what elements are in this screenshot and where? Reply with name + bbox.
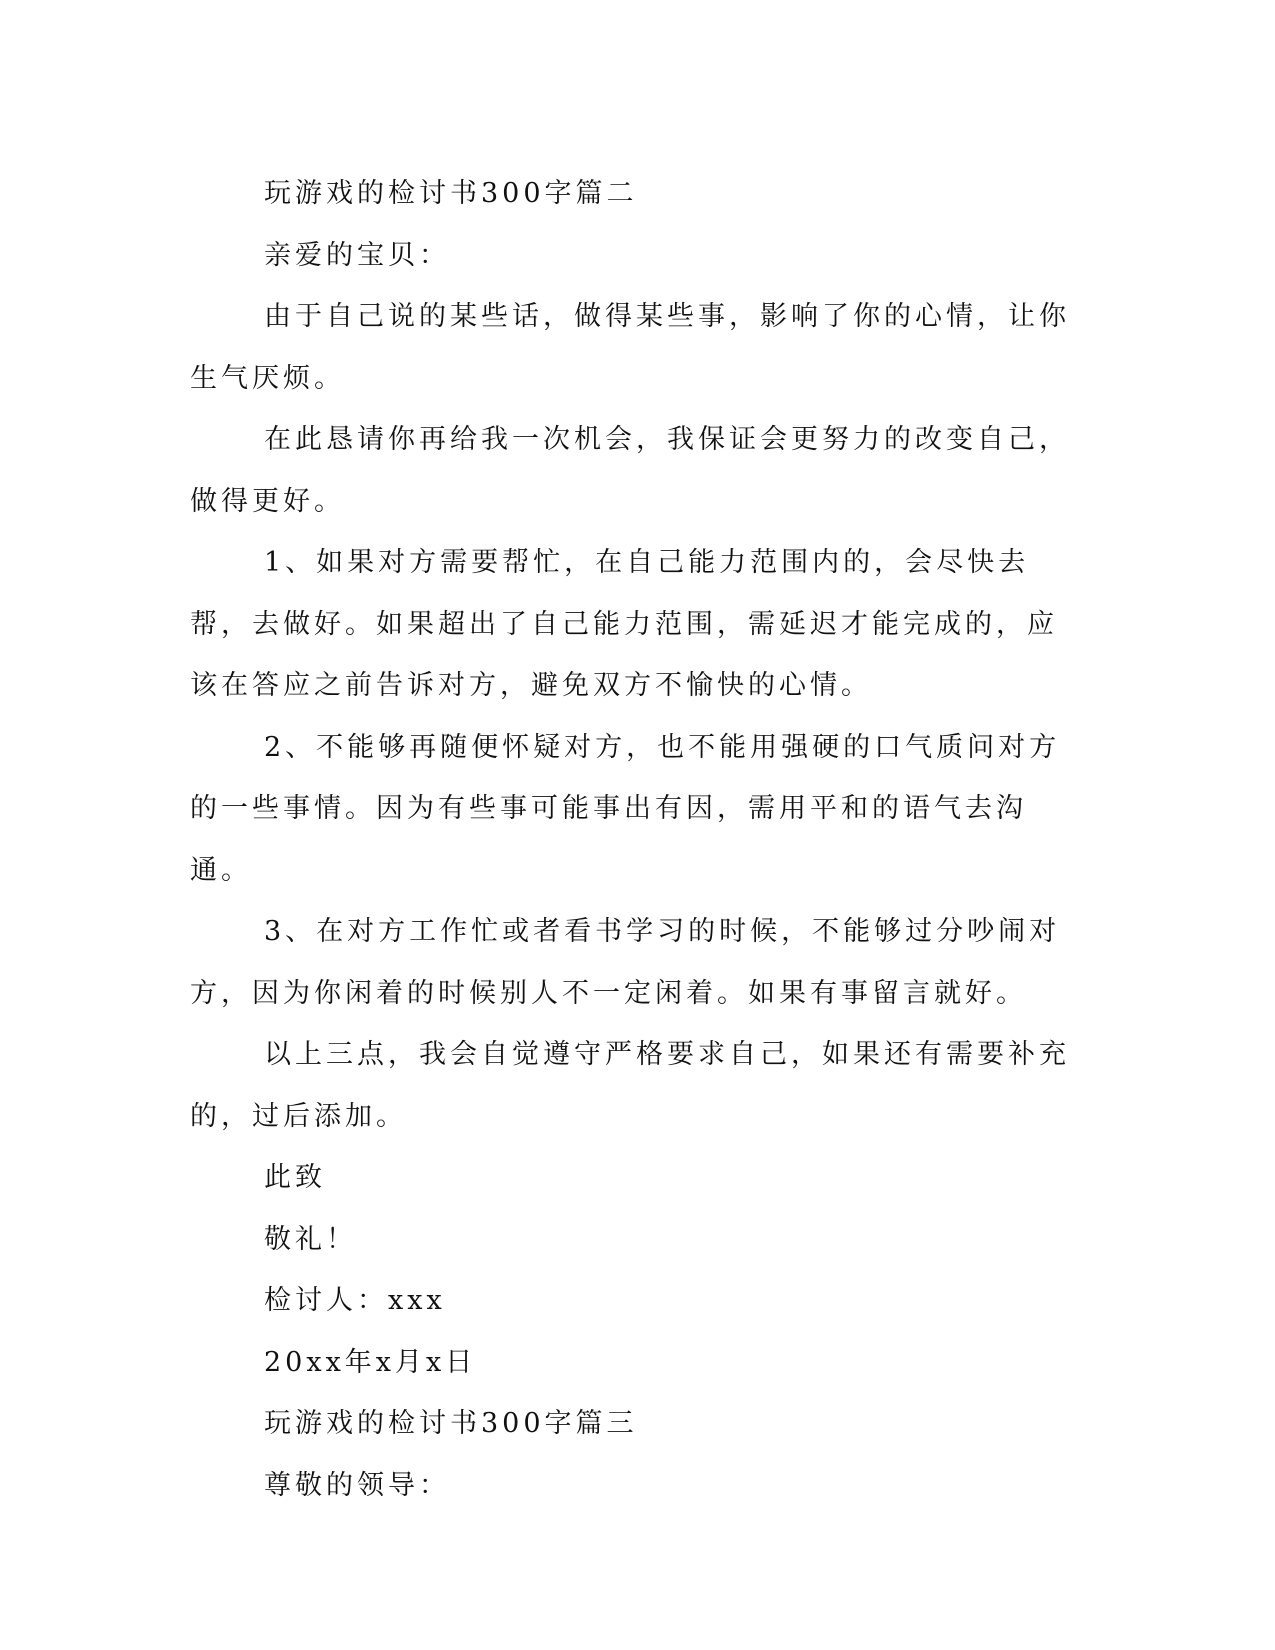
- list-item-3: 3、在对方工作忙或者看书学习的时候，不能够过分吵闹对方，因为你闲着的时候别人不一定闲着。如果有事留言就好。: [190, 916, 1061, 1009]
- signature-line: 检讨人：xxx: [264, 1285, 446, 1316]
- section-title-part-three: 玩游戏的检讨书300字篇三: [264, 1408, 638, 1439]
- closing-salute: 敬礼！: [264, 1223, 357, 1255]
- body-paragraph: 以上三点，我会自觉遵守严格要求自己，如果还有需要补充的，过后添加。: [190, 1039, 1070, 1132]
- document-body: [190, 163, 1080, 1516]
- body-paragraph: 在此恳请你再给我一次机会，我保证会更努力的改变自己，做得更好。: [190, 424, 1070, 517]
- section-title-part-two: 玩游戏的检讨书300字篇二: [264, 178, 638, 209]
- salutation: 尊敬的领导：: [264, 1469, 450, 1501]
- date-line: 20xx年x月x日: [264, 1346, 477, 1378]
- list-item-2: 2、不能够再随便怀疑对方，也不能用强硬的口气质问对方的一些事情。因为有些事可能事出有因，需用平和的语气去沟通。: [190, 731, 1061, 886]
- closing-line: 此致: [264, 1162, 326, 1193]
- body-paragraph: 由于自己说的某些话，做得某些事，影响了你的心情，让你生气厌烦。: [190, 301, 1070, 394]
- list-item-1: 1、如果对方需要帮忙，在自己能力范围内的，会尽快去帮，去做好。如果超出了自己能力范围，需延迟才能完成的，应该在答应之前告诉对方，避免双方不愉快的心情。: [190, 547, 1058, 701]
- salutation: 亲爱的宝贝：: [264, 239, 450, 271]
